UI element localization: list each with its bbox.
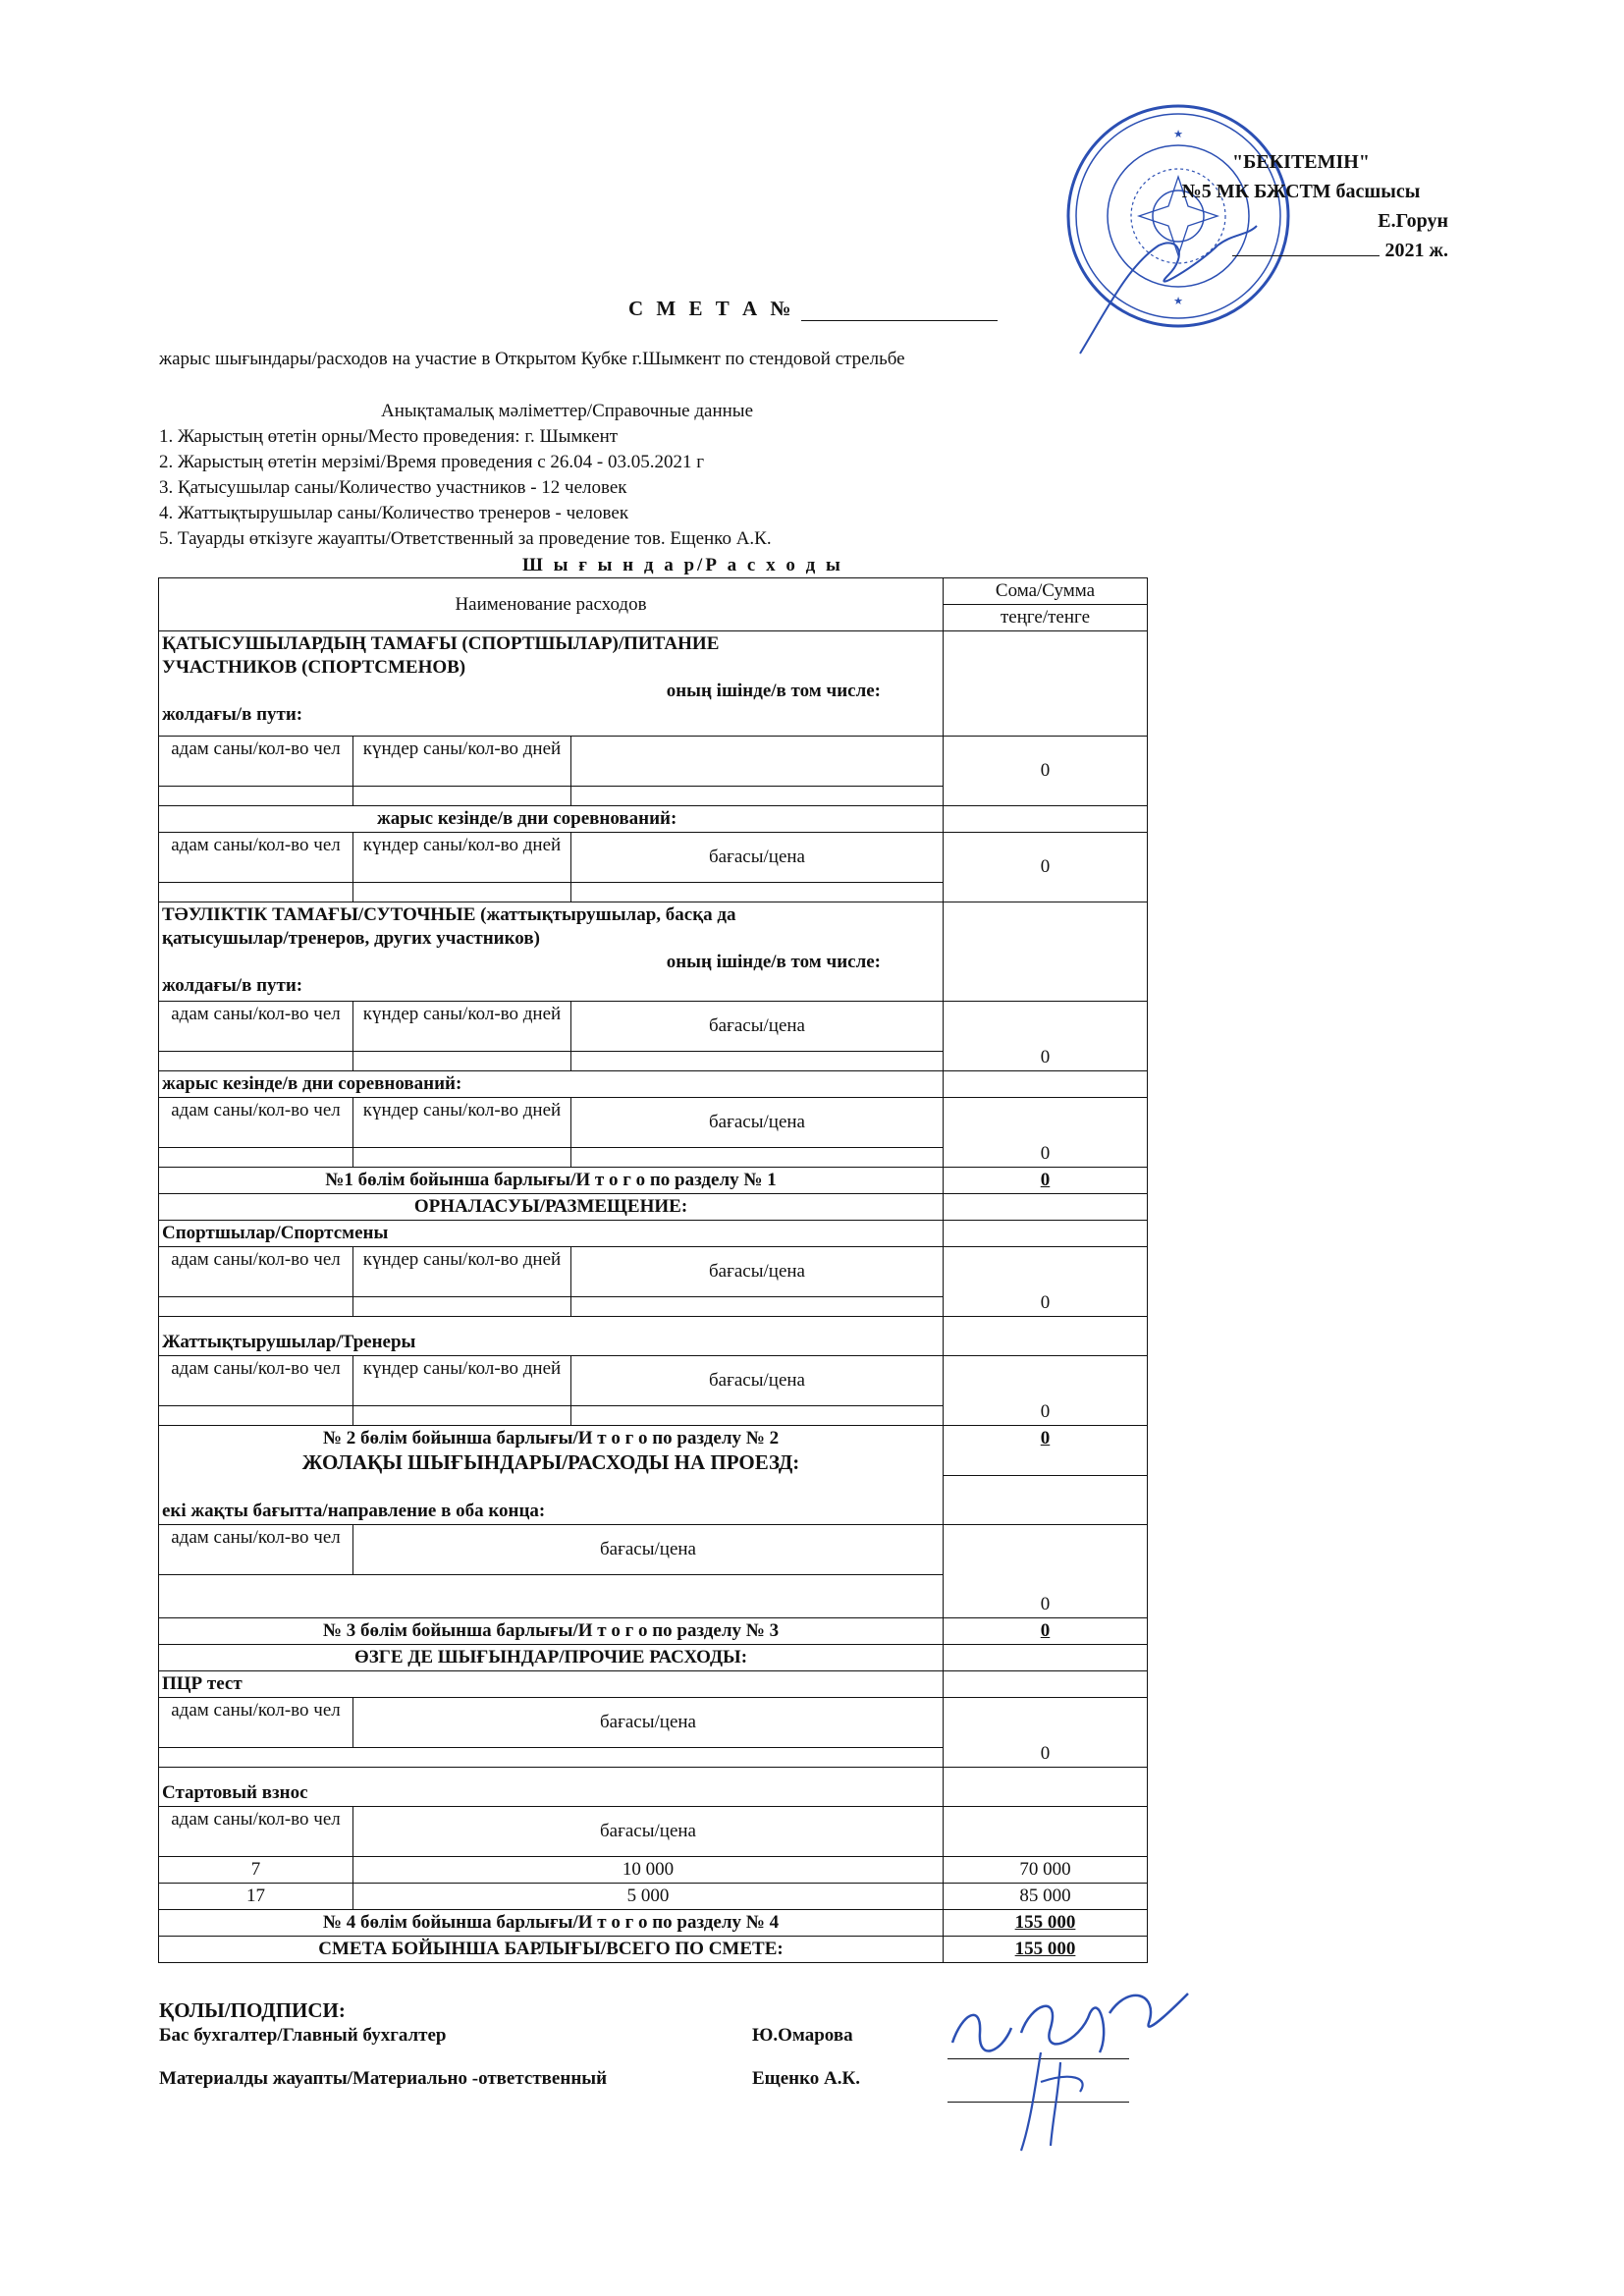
total-section-1: №1 бөлім бойынша барлығы/И т о г о по разделу № 1 bbox=[159, 1168, 944, 1194]
header-name: Наименование расходов bbox=[159, 578, 944, 631]
coaches-label: Жаттықтырушылар/Тренеры bbox=[159, 1317, 944, 1356]
svg-text:★: ★ bbox=[1173, 128, 1183, 140]
table-row bbox=[159, 737, 1148, 787]
table-row bbox=[159, 1356, 1148, 1406]
people-label: адам саны/кол-во чел bbox=[159, 1098, 353, 1148]
sum-cell: 0 bbox=[944, 1356, 1148, 1426]
table-row bbox=[159, 1071, 1148, 1098]
fee-price-cell: 10 000 bbox=[353, 1857, 944, 1884]
days-label: күндер саны/кол-во дней bbox=[353, 1098, 571, 1148]
approval-heading: "БЕКІТЕМІН" bbox=[1232, 151, 1370, 173]
handwritten-signature bbox=[943, 1974, 1198, 2160]
reference-item: 4. Жаттықтырушылар саны/Количество тренеров - человек bbox=[159, 503, 629, 523]
athletes-label: Спортшылар/Спортсмены bbox=[159, 1221, 944, 1247]
reference-item: 5. Тауарды өткізуге жауапты/Ответственный за проведение тов. Ещенко А.К. bbox=[159, 528, 772, 549]
price-label: бағасы/цена bbox=[353, 1698, 944, 1748]
fee-sum-cell: 70 000 bbox=[944, 1857, 1148, 1884]
price-label: бағасы/цена bbox=[571, 1356, 944, 1406]
total-section-2: № 2 бөлім бойынша барлығы/И т о г о по разделу № 2 ЖОЛАҚЫ ШЫҒЫНДАРЫ/РАСХОДЫ НА ПРОЕЗД: bbox=[159, 1426, 944, 1476]
sum-cell: 0 bbox=[944, 1247, 1148, 1317]
table-row bbox=[159, 1221, 1148, 1247]
section-food: ҚАТЫСУШЫЛАРДЫҢ ТАМАҒЫ (СПОРТШЫЛАР)/ПИТАНИЕ УЧАСТНИКОВ (СПОРТСМЕНОВ) оның ішінде/в том числе: жолдағы/в пути: bbox=[159, 631, 944, 737]
table-row bbox=[159, 1937, 1148, 1963]
fee-people-cell: 7 bbox=[159, 1857, 353, 1884]
table-row bbox=[159, 1475, 1148, 1525]
price-label: бағасы/цена bbox=[571, 1002, 944, 1052]
price-label: бағасы/цена bbox=[353, 1807, 944, 1857]
section-daily: ТӘУЛІКТІК ТАМАҒЫ/СУТОЧНЫЕ (жаттықтырушылар, басқа да қатысушылар/тренеров, других участников) оның ішінде/в том числе: жолдағы/в пути: bbox=[159, 902, 944, 1002]
chief-accountant-role: Бас бухгалтер/Главный бухгалтер bbox=[159, 2025, 447, 2046]
total-section-3: № 3 бөлім бойынша барлығы/И т о г о по разделу № 3 bbox=[159, 1618, 944, 1645]
total-section-4: № 4 бөлім бойынша барлығы/И т о г о по разделу № 4 bbox=[159, 1910, 944, 1937]
both-ways-label: екі жақты бағытта/направление в оба конца: bbox=[159, 1475, 944, 1525]
svg-text:★: ★ bbox=[1173, 295, 1183, 307]
expenses-title: Ш ы ғ ы н д а р/Р а с х о д ы bbox=[522, 555, 843, 575]
sum-cell: 0 bbox=[944, 1098, 1148, 1168]
table-row bbox=[159, 1525, 1148, 1575]
table-row bbox=[159, 1247, 1148, 1297]
table-row bbox=[159, 1645, 1148, 1671]
approval-position: №5 МК БЖСТМ басшысы bbox=[1181, 181, 1421, 202]
subtitle: жарыс шығындары/расходов на участие в Открытом Кубке г.Шымкент по стендовой стрельбе bbox=[159, 349, 905, 369]
fee-sum-cell: 85 000 bbox=[944, 1884, 1148, 1910]
material-role: Материалды жауапты/Материально -ответственный bbox=[159, 2068, 608, 2089]
table-row bbox=[159, 1910, 1148, 1937]
people-label: адам саны/кол-во чел bbox=[159, 1698, 353, 1748]
expense-table bbox=[158, 577, 1148, 1963]
header-currency: теңге/тенге bbox=[944, 605, 1148, 631]
table-row bbox=[159, 1884, 1148, 1910]
table-row bbox=[159, 631, 1148, 737]
table-row bbox=[159, 902, 1148, 1002]
sum-cell: 0 bbox=[944, 833, 1148, 902]
sum-cell: 0 bbox=[944, 1525, 1148, 1618]
table-row bbox=[159, 1317, 1148, 1356]
people-label: адам саны/кол-во чел bbox=[159, 1002, 353, 1052]
people-label: адам саны/кол-во чел bbox=[159, 833, 353, 883]
table-row bbox=[159, 1168, 1148, 1194]
people-label: адам саны/кол-во чел bbox=[159, 1807, 353, 1857]
table-row bbox=[159, 1698, 1148, 1748]
total-section-2-value: 0 bbox=[944, 1426, 1148, 1476]
table-row bbox=[159, 806, 1148, 833]
table-row bbox=[159, 1671, 1148, 1698]
people-label: адам саны/кол-во чел bbox=[159, 737, 353, 787]
header-sum: Сома/Сумма bbox=[944, 578, 1148, 605]
table-row bbox=[159, 1618, 1148, 1645]
sum-cell: 0 bbox=[944, 1698, 1148, 1768]
price-label: бағасы/цена bbox=[571, 1098, 944, 1148]
approval-year: 2021 ж. bbox=[1154, 236, 1448, 265]
table-row bbox=[159, 1768, 1148, 1807]
total-section-4-value: 155 000 bbox=[944, 1910, 1148, 1937]
days-label: күндер саны/кол-во дней bbox=[353, 1356, 571, 1406]
grand-total-label: СМЕТА БОЙЫНША БАРЛЫҒЫ/ВСЕГО ПО СМЕТЕ: bbox=[159, 1937, 944, 1963]
reference-item: 3. Қатысушылар саны/Количество участников - 12 человек bbox=[159, 477, 627, 498]
table-row bbox=[159, 1194, 1148, 1221]
people-label: адам саны/кол-во чел bbox=[159, 1247, 353, 1297]
days-label: күндер саны/кол-во дней bbox=[353, 737, 571, 787]
total-section-1-value: 0 bbox=[944, 1168, 1148, 1194]
approval-name: Е.Горун bbox=[1378, 210, 1448, 232]
table-row bbox=[159, 833, 1148, 883]
comp-days-label: жарыс кезінде/в дни соревнований: bbox=[159, 1071, 944, 1098]
table-header-row bbox=[159, 578, 1148, 605]
sum-cell: 0 bbox=[944, 1002, 1148, 1071]
people-label: адам саны/кол-во чел bbox=[159, 1356, 353, 1406]
approval-block bbox=[1154, 147, 1448, 265]
reference-title: Анықтамалық мәліметтер/Справочные данные bbox=[381, 401, 753, 421]
table-row bbox=[159, 1807, 1148, 1857]
table-row bbox=[159, 1002, 1148, 1052]
price-label: бағасы/цена bbox=[353, 1525, 944, 1575]
fee-price-cell: 5 000 bbox=[353, 1884, 944, 1910]
grand-total-value: 155 000 bbox=[944, 1937, 1148, 1963]
total-section-3-value: 0 bbox=[944, 1618, 1148, 1645]
price-label: бағасы/цена bbox=[571, 833, 944, 883]
table-row bbox=[159, 1857, 1148, 1884]
days-label: күндер саны/кол-во дней bbox=[353, 1002, 571, 1052]
price-label: бағасы/цена bbox=[571, 1247, 944, 1297]
sum-cell: 0 bbox=[944, 737, 1148, 806]
reference-item: 1. Жарыстың өтетін орны/Место проведения: г. Шымкент bbox=[159, 426, 619, 447]
material-name: Ещенко А.К. bbox=[752, 2068, 861, 2089]
signatures bbox=[159, 1997, 905, 2096]
chief-accountant-name: Ю.Омарова bbox=[752, 2025, 853, 2046]
reference-item: 2. Жарыстың өтетін мерзімі/Время проведения с 26.04 - 03.05.2021 г bbox=[159, 452, 705, 472]
comp-days-label: жарыс кезінде/в дни соревнований: bbox=[159, 806, 944, 833]
fee-label: Стартовый взнос bbox=[159, 1768, 944, 1807]
days-label: күндер саны/кол-во дней bbox=[353, 1247, 571, 1297]
fee-people-cell: 17 bbox=[159, 1884, 353, 1910]
days-label: күндер саны/кол-во дней bbox=[353, 833, 571, 883]
pcr-label: ПЦР тест bbox=[159, 1671, 944, 1698]
signatures-heading: ҚОЛЫ/ПОДПИСИ: bbox=[159, 1998, 346, 2022]
page-title: С М Е Т А № bbox=[628, 297, 998, 321]
people-label: адам саны/кол-во чел bbox=[159, 1525, 353, 1575]
table-row bbox=[159, 1426, 1148, 1476]
section-lodging: ОРНАЛАСУЫ/РАЗМЕЩЕНИЕ: bbox=[159, 1194, 944, 1221]
section-other: ӨЗГЕ ДЕ ШЫҒЫНДАР/ПРОЧИЕ РАСХОДЫ: bbox=[159, 1645, 944, 1671]
table-row bbox=[159, 1098, 1148, 1148]
